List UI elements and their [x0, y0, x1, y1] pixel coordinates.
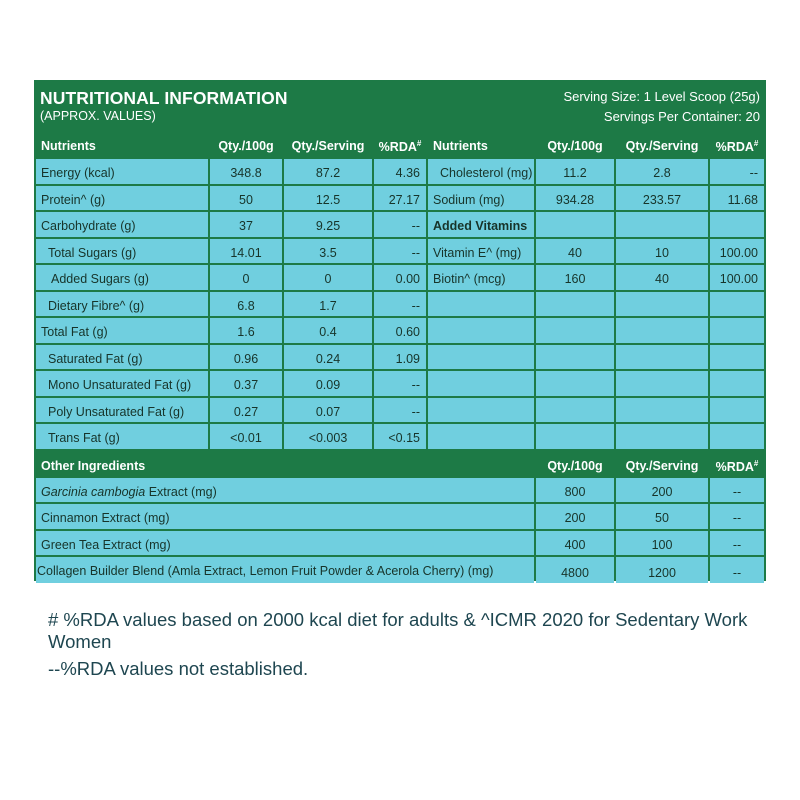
footnote-rda: # %RDA values based on 2000 kcal diet for adults & ^ICMR 2020 for Sedentary Work Women — [48, 609, 748, 652]
rda-value: 11.68 — [710, 186, 764, 211]
ingredient-qserv: 50 — [616, 504, 708, 529]
qty-per-100g: 0.96 — [210, 345, 282, 370]
rda-value — [710, 371, 764, 396]
qty-per-serving: 0.09 — [284, 371, 372, 396]
serving-size: Serving Size: 1 Level Scoop (25g) — [563, 89, 760, 104]
qty-per-100g: 11.2 — [536, 159, 614, 184]
qty-per-100g: 40 — [536, 239, 614, 264]
nutrient-name: Total Sugars (g) — [36, 239, 208, 264]
qty-per-serving: 0.24 — [284, 345, 372, 370]
qty-per-100g: 348.8 — [210, 159, 282, 184]
qty-per-serving: 0 — [284, 265, 372, 290]
ingredient-name — [36, 478, 534, 503]
qty-per-serving: 9.25 — [284, 212, 372, 237]
other-col-rda: %RDA# — [710, 452, 764, 476]
other-col-q100: Qty./100g — [536, 452, 614, 476]
rda-value — [710, 345, 764, 370]
col-header-left-0: Nutrients — [36, 132, 208, 157]
ingredient-rda: -- — [710, 478, 764, 503]
qty-per-100g: 1.6 — [210, 318, 282, 343]
col-header-left-3: %RDA# — [374, 132, 426, 157]
rda-value: 100.00 — [710, 239, 764, 264]
nutrient-name: Biotin^ (mcg) — [428, 265, 534, 290]
ingredient-name — [36, 504, 534, 529]
nutrient-name: Protein^ (g) — [36, 186, 208, 211]
qty-per-serving: 40 — [616, 265, 708, 290]
qty-per-100g — [536, 345, 614, 370]
qty-per-serving: 12.5 — [284, 186, 372, 211]
ingredient-name-italic: Garcinia cambogia — [41, 484, 146, 499]
qty-per-serving — [616, 398, 708, 423]
qty-per-serving — [616, 371, 708, 396]
qty-per-100g — [536, 212, 614, 237]
rda-value — [710, 398, 764, 423]
qty-per-100g: 934.28 — [536, 186, 614, 211]
rda-value: -- — [374, 398, 426, 423]
ingredient-name — [36, 557, 534, 583]
qty-per-serving — [616, 212, 708, 237]
col-header-right-2: Qty./Serving — [616, 132, 708, 157]
rda-value: 100.00 — [710, 265, 764, 290]
rda-value: -- — [374, 371, 426, 396]
qty-per-100g: 0 — [210, 265, 282, 290]
nutrient-name: Energy (kcal) — [36, 159, 208, 184]
other-ingredients-heading: Other Ingredients — [36, 452, 534, 476]
nutrient-name: Dietary Fibre^ (g) — [36, 292, 208, 317]
ingredient-q100: 800 — [536, 478, 614, 503]
other-col-qserv: Qty./Serving — [616, 452, 708, 476]
rda-value: -- — [710, 159, 764, 184]
qty-per-100g: 50 — [210, 186, 282, 211]
nutrient-name — [428, 292, 534, 317]
qty-per-serving: 0.4 — [284, 318, 372, 343]
nutrient-name: Trans Fat (g) — [36, 424, 208, 449]
rda-value — [710, 318, 764, 343]
qty-per-serving — [616, 292, 708, 317]
nutrient-name — [428, 398, 534, 423]
rda-value — [710, 424, 764, 449]
ingredient-name — [36, 531, 534, 556]
rda-value: 1.09 — [374, 345, 426, 370]
ingredient-name-text: Extract (mg) — [145, 484, 217, 499]
nutrient-name — [428, 345, 534, 370]
nutrient-name — [428, 424, 534, 449]
rda-value: -- — [374, 212, 426, 237]
rda-value: 27.17 — [374, 186, 426, 211]
rda-value: <0.15 — [374, 424, 426, 449]
ingredient-name-text: Green Tea Extract (mg) — [41, 537, 171, 552]
nutrient-name: Added Sugars (g) — [36, 265, 208, 290]
qty-per-serving: <0.003 — [284, 424, 372, 449]
ingredient-qserv: 200 — [616, 478, 708, 503]
footnote-not-established: --%RDA values not established. — [48, 658, 309, 679]
ingredient-qserv: 1200 — [616, 557, 708, 583]
qty-per-serving — [616, 318, 708, 343]
col-header-right-0: Nutrients — [428, 132, 534, 157]
qty-per-serving: 87.2 — [284, 159, 372, 184]
qty-per-100g: 160 — [536, 265, 614, 290]
ingredient-qserv: 100 — [616, 531, 708, 556]
qty-per-serving: 233.57 — [616, 186, 708, 211]
nutrient-name: Sodium (mg) — [428, 186, 534, 211]
qty-per-100g: 14.01 — [210, 239, 282, 264]
qty-per-100g — [536, 318, 614, 343]
col-header-left-2: Qty./Serving — [284, 132, 372, 157]
ingredient-q100: 200 — [536, 504, 614, 529]
qty-per-serving: 0.07 — [284, 398, 372, 423]
qty-per-100g — [536, 424, 614, 449]
rda-value: 4.36 — [374, 159, 426, 184]
qty-per-serving: 2.8 — [616, 159, 708, 184]
nutrient-name: Saturated Fat (g) — [36, 345, 208, 370]
qty-per-100g: 37 — [210, 212, 282, 237]
qty-per-100g: 6.8 — [210, 292, 282, 317]
qty-per-100g — [536, 292, 614, 317]
nutrient-name — [428, 318, 534, 343]
qty-per-100g: 0.37 — [210, 371, 282, 396]
table-subtitle: (APPROX. VALUES) — [40, 109, 156, 123]
nutrient-name: Carbohydrate (g) — [36, 212, 208, 237]
rda-value: 0.60 — [374, 318, 426, 343]
nutrition-panel — [34, 80, 766, 581]
servings-per-container: Servings Per Container: 20 — [603, 109, 760, 124]
nutrient-name: Total Fat (g) — [36, 318, 208, 343]
col-header-right-1: Qty./100g — [536, 132, 614, 157]
table-header — [34, 80, 766, 130]
qty-per-serving: 1.7 — [284, 292, 372, 317]
qty-per-serving: 3.5 — [284, 239, 372, 264]
col-header-left-1: Qty./100g — [210, 132, 282, 157]
nutrient-name: Mono Unsaturated Fat (g) — [36, 371, 208, 396]
table-title: NUTRITIONAL INFORMATION — [40, 88, 288, 108]
ingredient-q100: 4800 — [536, 557, 614, 583]
rda-value: -- — [374, 292, 426, 317]
qty-per-100g — [536, 371, 614, 396]
nutrient-name: Poly Unsaturated Fat (g) — [36, 398, 208, 423]
col-header-right-3: %RDA# — [710, 132, 764, 157]
rda-value: 0.00 — [374, 265, 426, 290]
rda-value — [710, 212, 764, 237]
qty-per-100g: 0.27 — [210, 398, 282, 423]
rda-value — [710, 292, 764, 317]
qty-per-serving: 10 — [616, 239, 708, 264]
nutrient-name — [428, 371, 534, 396]
qty-per-serving — [616, 424, 708, 449]
ingredient-name-text: Collagen Builder Blend (Amla Extract, Lemon Fruit Powder & Acerola Cherry) (mg) — [37, 564, 494, 578]
ingredient-rda: -- — [710, 504, 764, 529]
nutrient-name: Added Vitamins — [428, 212, 534, 237]
qty-per-100g: <0.01 — [210, 424, 282, 449]
qty-per-100g — [536, 398, 614, 423]
nutrient-name: Cholesterol (mg) — [428, 159, 534, 184]
ingredient-q100: 400 — [536, 531, 614, 556]
ingredient-rda: -- — [710, 531, 764, 556]
nutrient-name: Vitamin E^ (mg) — [428, 239, 534, 264]
rda-value: -- — [374, 239, 426, 264]
ingredient-name-text: Cinnamon Extract (mg) — [41, 511, 170, 525]
ingredient-rda: -- — [710, 557, 764, 583]
qty-per-serving — [616, 345, 708, 370]
